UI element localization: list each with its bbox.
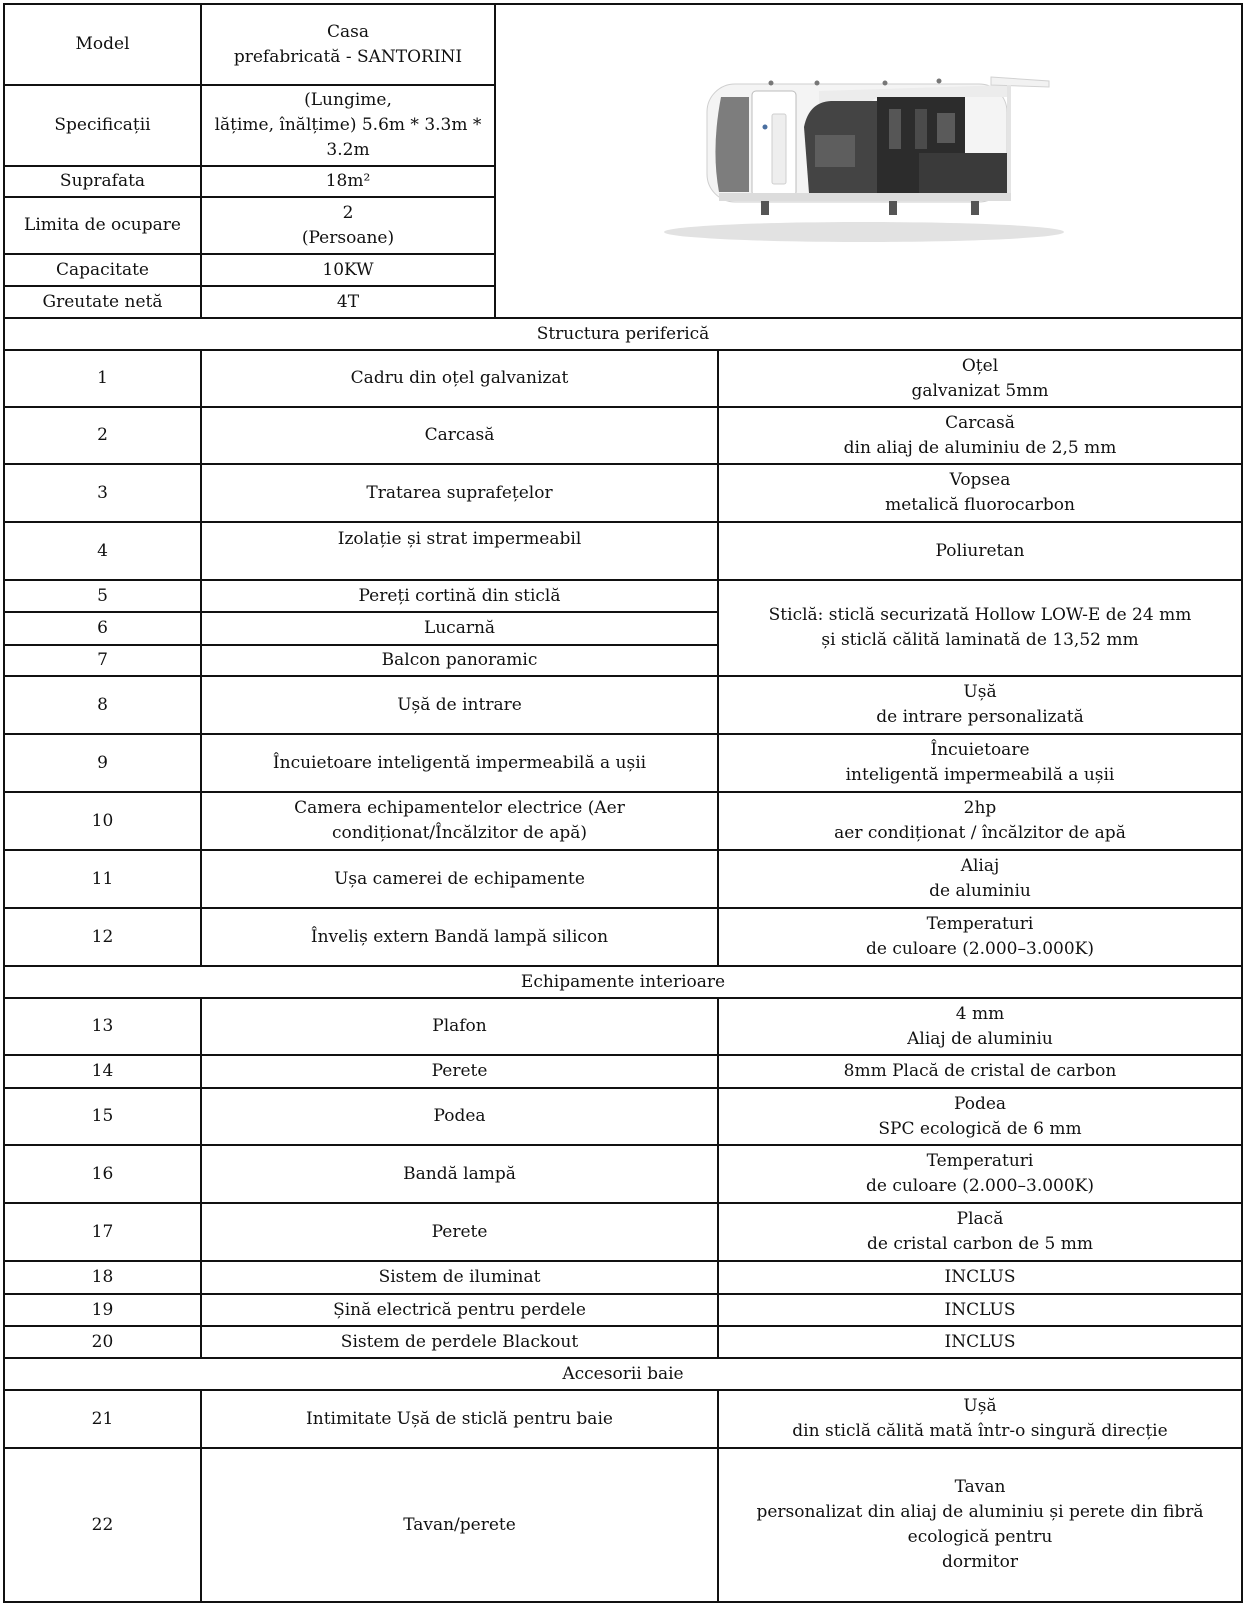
label-cell	[4, 254, 201, 286]
item-spec	[718, 1294, 1242, 1326]
name-line: Ușă de intrare	[397, 694, 522, 715]
table-row	[4, 998, 1242, 1055]
item-name	[201, 612, 718, 645]
item-name	[201, 580, 718, 612]
spec-line: Vopsea	[949, 470, 1011, 490]
item-number: 11	[4, 850, 201, 908]
label-cell	[4, 286, 201, 318]
value-cell	[201, 254, 495, 286]
section-header	[4, 1358, 1242, 1390]
name-line: Tratarea suprafețelor	[366, 482, 553, 503]
item-spec	[718, 350, 1242, 407]
item-spec	[718, 1326, 1242, 1358]
item-number: 16	[4, 1145, 201, 1203]
item-spec	[718, 1055, 1242, 1088]
item-name	[201, 908, 718, 966]
name-line: Șină electrică pentru perdele	[333, 1299, 586, 1320]
table-row	[4, 1448, 1242, 1602]
spec-line: Temperaturi	[926, 1151, 1034, 1171]
item-spec	[718, 792, 1242, 850]
spec-line: INCLUS	[944, 1331, 1016, 1352]
item-spec	[718, 407, 1242, 464]
table-row	[4, 522, 1242, 580]
table-row	[4, 1145, 1242, 1203]
item-name	[201, 792, 718, 850]
item-number: 3	[4, 464, 201, 522]
spec-line: INCLUS	[944, 1267, 1016, 1287]
spec-line: și sticlă călită laminată de 13,52 mm	[821, 630, 1139, 650]
header-row	[4, 4, 1242, 85]
item-spec	[718, 1390, 1242, 1448]
item-name	[201, 1390, 718, 1448]
product-image	[495, 4, 1242, 318]
spec-line: Temperaturi	[926, 914, 1034, 934]
item-number: 2	[4, 407, 201, 464]
spec-line: Aliaj de aluminiu	[907, 1028, 1053, 1049]
table-row	[4, 734, 1242, 792]
value-cell	[201, 286, 495, 318]
table-row	[4, 407, 1242, 464]
section-header	[4, 318, 1242, 350]
table-row	[4, 1390, 1242, 1448]
item-number: 7	[4, 645, 201, 676]
table-row	[4, 1326, 1242, 1358]
glass-spec	[718, 580, 1242, 676]
item-name	[201, 1088, 718, 1145]
item-number: 15	[4, 1088, 201, 1145]
name-line: Sistem de iluminat	[378, 1267, 541, 1287]
name-line: Înveliș extern Bandă lampă silicon	[310, 926, 609, 947]
table-row	[4, 1055, 1242, 1088]
value-text: lățime, înălțime) 5.6m * 3.3m *	[214, 115, 482, 135]
label-text: Capacitate	[56, 259, 149, 280]
item-name	[201, 850, 718, 908]
item-number: 14	[4, 1055, 201, 1088]
item-name	[201, 350, 718, 407]
label-cell	[4, 166, 201, 197]
item-number: 22	[4, 1448, 201, 1602]
value-text: Casa	[326, 21, 369, 42]
table-row	[4, 792, 1242, 850]
label-text: Specificații	[54, 115, 151, 135]
item-name	[201, 1145, 718, 1203]
item-name	[201, 1294, 718, 1326]
section-header	[4, 966, 1242, 998]
item-number: 10	[4, 792, 201, 850]
section-title: Echipamente interioare	[4, 966, 1242, 998]
table-row	[4, 1261, 1242, 1294]
item-number: 20	[4, 1326, 201, 1358]
spec-line: aer condiționat / încălzitor de apă	[834, 823, 1126, 843]
spec-line: de culoare (2.000–3.000K)	[865, 1176, 1094, 1196]
spec-line: Poliuretan	[935, 540, 1025, 561]
name-line: Ușa camerei de echipamente	[334, 868, 585, 889]
spec-line: Carcasă	[945, 412, 1015, 433]
item-spec	[718, 998, 1242, 1055]
item-name	[201, 676, 718, 734]
item-name	[201, 645, 718, 676]
value-text: prefabricată - SANTORINI	[233, 46, 463, 67]
label-text: Model	[75, 34, 130, 54]
spec-line: Podea	[953, 1093, 1007, 1114]
item-name	[201, 1326, 718, 1358]
item-number: 13	[4, 998, 201, 1055]
name-line: Podea	[433, 1106, 486, 1126]
table-row	[4, 1294, 1242, 1326]
item-number: 9	[4, 734, 201, 792]
table-row	[4, 464, 1242, 522]
section-title: Accesorii baie	[4, 1358, 1242, 1390]
spec-line: Tavan	[954, 1477, 1006, 1497]
value-text: 10KW	[322, 259, 374, 280]
spec-line: din sticlă călită mată într-o singură direcție	[792, 1421, 1168, 1441]
name-line: Încuietoare inteligentă impermeabilă a ușii	[272, 752, 647, 773]
value-cell	[201, 85, 495, 166]
item-name	[201, 1203, 718, 1261]
item-spec	[718, 1088, 1242, 1145]
spec-line: 2hp	[963, 798, 997, 818]
name-line: Perete	[431, 1061, 488, 1081]
name-line: Izolație și strat impermeabil	[337, 529, 582, 549]
item-number: 6	[4, 612, 201, 645]
name-line: Balcon panoramic	[381, 650, 538, 670]
name-line: Pereți cortină din sticlă	[358, 585, 561, 606]
table-row	[4, 350, 1242, 407]
spec-line: INCLUS	[944, 1299, 1016, 1320]
spec-line: inteligentă impermeabilă a ușii	[845, 765, 1115, 785]
spec-line: Placă	[956, 1209, 1004, 1229]
value-text: (Persoane)	[301, 227, 395, 248]
item-number: 12	[4, 908, 201, 966]
value-text: 3.2m	[326, 140, 370, 160]
item-spec	[718, 522, 1242, 580]
spec-line: de aluminiu	[929, 881, 1031, 901]
label-cell	[4, 85, 201, 166]
item-number: 4	[4, 522, 201, 580]
spec-line: personalizat din aliaj de aluminiu și perete din fibră	[756, 1502, 1204, 1522]
item-spec	[718, 676, 1242, 734]
item-spec	[718, 908, 1242, 966]
item-name	[201, 464, 718, 522]
name-line: condiționat/Încălzitor de apă)	[331, 823, 588, 843]
spec-line: din aliaj de aluminiu de 2,5 mm	[843, 437, 1117, 458]
label-text: Limita de ocupare	[24, 215, 181, 235]
section-title: Structura periferică	[4, 318, 1242, 350]
name-line: Cadru din oțel galvanizat	[350, 368, 569, 388]
spec-line: SPC ecologică de 6 mm	[878, 1118, 1082, 1139]
item-number: 19	[4, 1294, 201, 1326]
spec-line: de cristal carbon de 5 mm	[866, 1234, 1094, 1254]
item-number: 18	[4, 1261, 201, 1294]
spec-line: Aliaj	[960, 856, 1000, 876]
item-spec	[718, 1261, 1242, 1294]
item-spec	[718, 850, 1242, 908]
item-name	[201, 522, 718, 580]
spec-line: Încuietoare	[930, 740, 1030, 760]
item-number: 21	[4, 1390, 201, 1448]
prefab-house-image	[619, 57, 1119, 257]
item-name	[201, 1261, 718, 1294]
label-cell	[4, 4, 201, 85]
name-line: Plafon	[432, 1016, 487, 1036]
spec-line: de culoare (2.000–3.000K)	[865, 939, 1094, 959]
table-row	[4, 676, 1242, 734]
spec-line: ecologică pentru	[907, 1527, 1053, 1547]
item-spec	[718, 1203, 1242, 1261]
label-cell	[4, 197, 201, 254]
item-name	[201, 734, 718, 792]
item-name	[201, 1055, 718, 1088]
item-spec	[718, 1448, 1242, 1602]
value-cell	[201, 166, 495, 197]
spec-line: 8mm Placă de cristal de carbon	[843, 1061, 1117, 1081]
item-spec	[718, 464, 1242, 522]
value-text: 4T	[336, 291, 360, 312]
name-line: Tavan/perete	[403, 1514, 516, 1535]
item-name	[201, 407, 718, 464]
spec-line: Ușă	[963, 682, 997, 702]
table-row	[4, 850, 1242, 908]
label-text: Greutate netă	[42, 291, 163, 312]
spec-line: metalică fluorocarbon	[885, 495, 1075, 515]
value-text: 2	[342, 202, 354, 223]
spec-line: Sticlă: sticlă securizată Hollow LOW-E de 24 mm	[768, 605, 1192, 625]
name-line: Sistem de perdele Blackout	[340, 1331, 579, 1352]
spec-line: Oțel	[961, 355, 999, 376]
name-line: Carcasă	[424, 425, 495, 445]
item-spec	[718, 734, 1242, 792]
table-row	[4, 908, 1242, 966]
name-line: Perete	[431, 1221, 488, 1242]
table-row	[4, 580, 1242, 612]
name-line: Lucarnă	[423, 618, 496, 638]
name-line: Bandă lampă	[403, 1163, 516, 1184]
name-line: Intimitate Ușă de sticlă pentru baie	[306, 1408, 613, 1429]
name-line: Camera echipamentelor electrice (Aer	[294, 798, 625, 818]
spec-line: galvanizat 5mm	[911, 380, 1049, 401]
value-cell	[201, 197, 495, 254]
value-text: 18m²	[325, 171, 371, 191]
item-number: 5	[4, 580, 201, 612]
label-text: Suprafata	[59, 171, 146, 191]
item-number: 17	[4, 1203, 201, 1261]
table-row	[4, 1088, 1242, 1145]
table-row	[4, 1203, 1242, 1261]
spec-line: de intrare personalizată	[876, 707, 1084, 727]
spec-line: 4 mm	[955, 1003, 1005, 1024]
spec-table	[3, 3, 1243, 1603]
value-cell	[201, 4, 495, 85]
spec-line: Ușă	[963, 1396, 997, 1416]
item-name	[201, 998, 718, 1055]
item-number: 8	[4, 676, 201, 734]
value-text: (Lungime,	[304, 90, 392, 110]
item-name	[201, 1448, 718, 1602]
spec-line: dormitor	[942, 1552, 1018, 1572]
item-spec	[718, 1145, 1242, 1203]
item-number: 1	[4, 350, 201, 407]
